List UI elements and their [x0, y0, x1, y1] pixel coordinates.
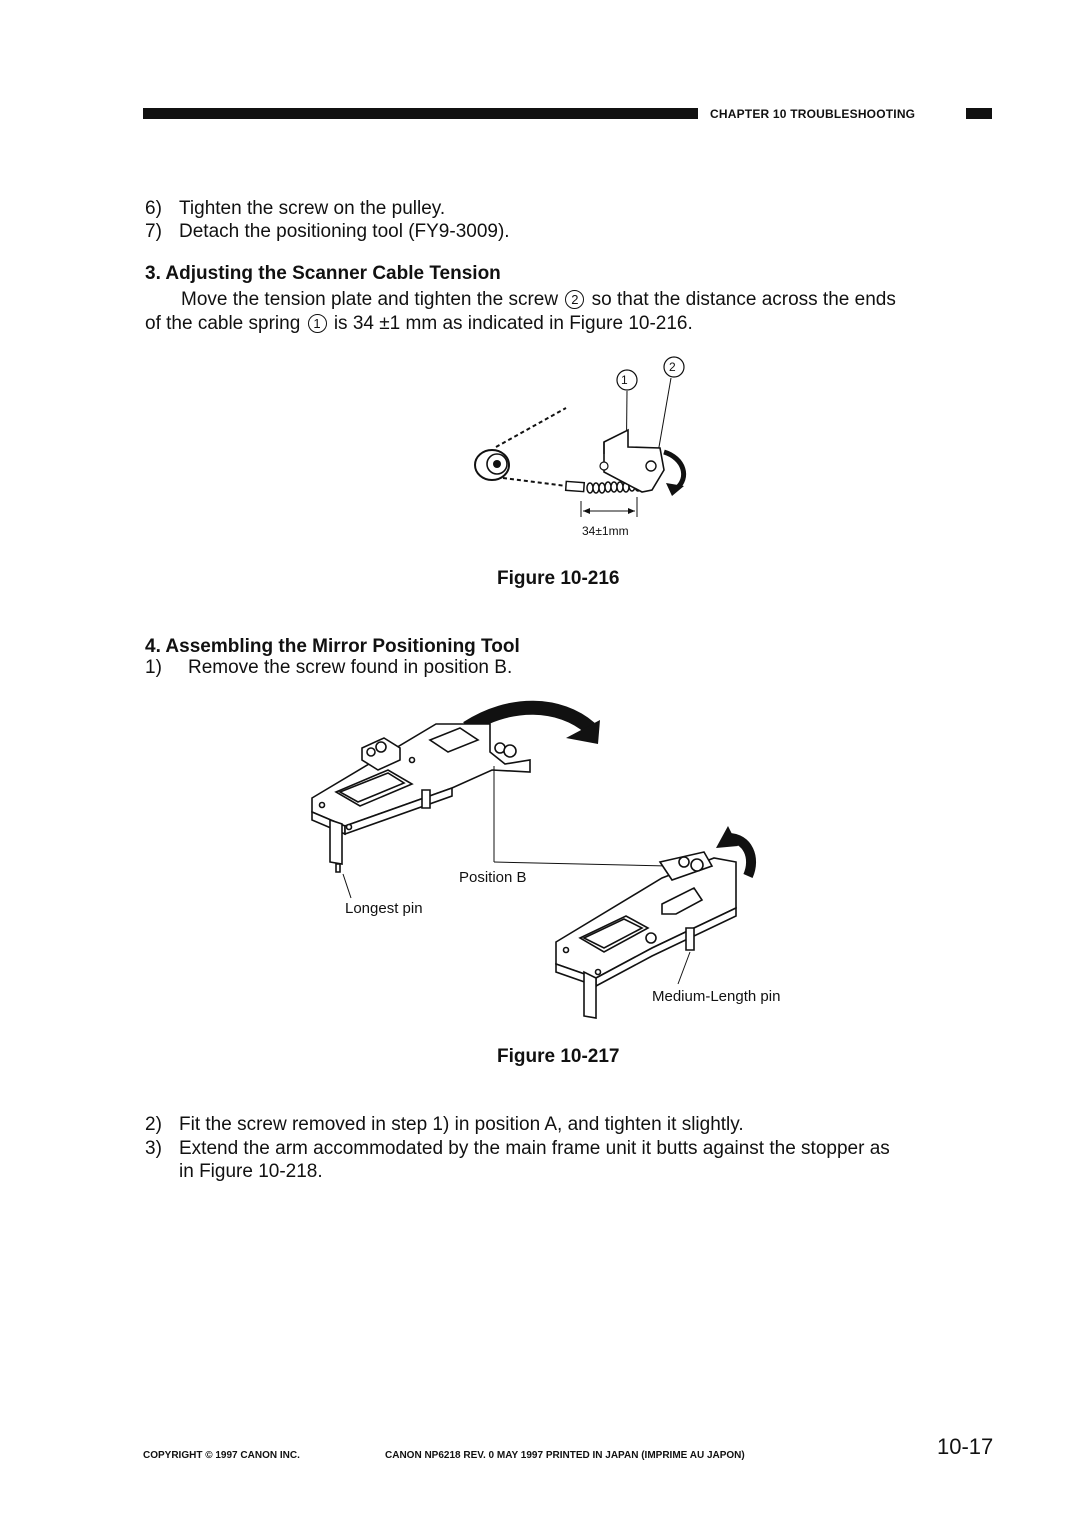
chapter-title: CHAPTER 10 TROUBLESHOOTING	[710, 107, 916, 121]
callout-2: 2	[669, 360, 676, 374]
page-number: 10-17	[937, 1434, 994, 1459]
figure-217-caption: Figure 10-217	[497, 1046, 620, 1067]
callout-1: 1	[621, 373, 628, 387]
label-medium-pin: Medium-Length pin	[652, 988, 781, 1005]
section-3-line-1: Move the tension plate and tighten the screw 2 so that the distance across the ends	[181, 289, 896, 310]
header-rule	[143, 108, 698, 119]
label-position-b: Position B	[459, 869, 527, 886]
section-4-heading: 4. Assembling the Mirror Positioning Tool	[145, 636, 520, 657]
step-2: 2) Fit the screw removed in step 1) in position A, and tighten it slightly.	[145, 1114, 744, 1135]
section-3-line-2: of the cable spring 1 is 34 ±1 mm as indicated in Figure 10-216.	[145, 313, 693, 334]
dimension-label: 34±1mm	[582, 524, 629, 538]
step-3-continuation: in Figure 10-218.	[179, 1161, 323, 1182]
circled-marker-2: 2	[565, 290, 584, 309]
header-block	[966, 108, 992, 119]
section-3-heading: 3. Adjusting the Scanner Cable Tension	[145, 263, 501, 284]
footer-model: CANON NP6218 REV. 0 MAY 1997 PRINTED IN JAPAN (IMPRIME AU JAPON)	[385, 1450, 745, 1461]
section-4-step-1: 1) Remove the screw found in position B.	[145, 657, 513, 678]
step-6: 6) Tighten the screw on the pulley.	[145, 198, 446, 219]
step-7: 7) Detach the positioning tool (FY9-3009).	[145, 221, 510, 242]
step-3: 3) Extend the arm accommodated by the main frame unit it butts against the stopper as	[145, 1138, 890, 1159]
figure-216-caption: Figure 10-216	[497, 568, 620, 589]
footer-copyright: COPYRIGHT © 1997 CANON INC.	[143, 1450, 300, 1461]
label-longest-pin: Longest pin	[345, 900, 423, 917]
circled-marker-1: 1	[308, 314, 327, 333]
